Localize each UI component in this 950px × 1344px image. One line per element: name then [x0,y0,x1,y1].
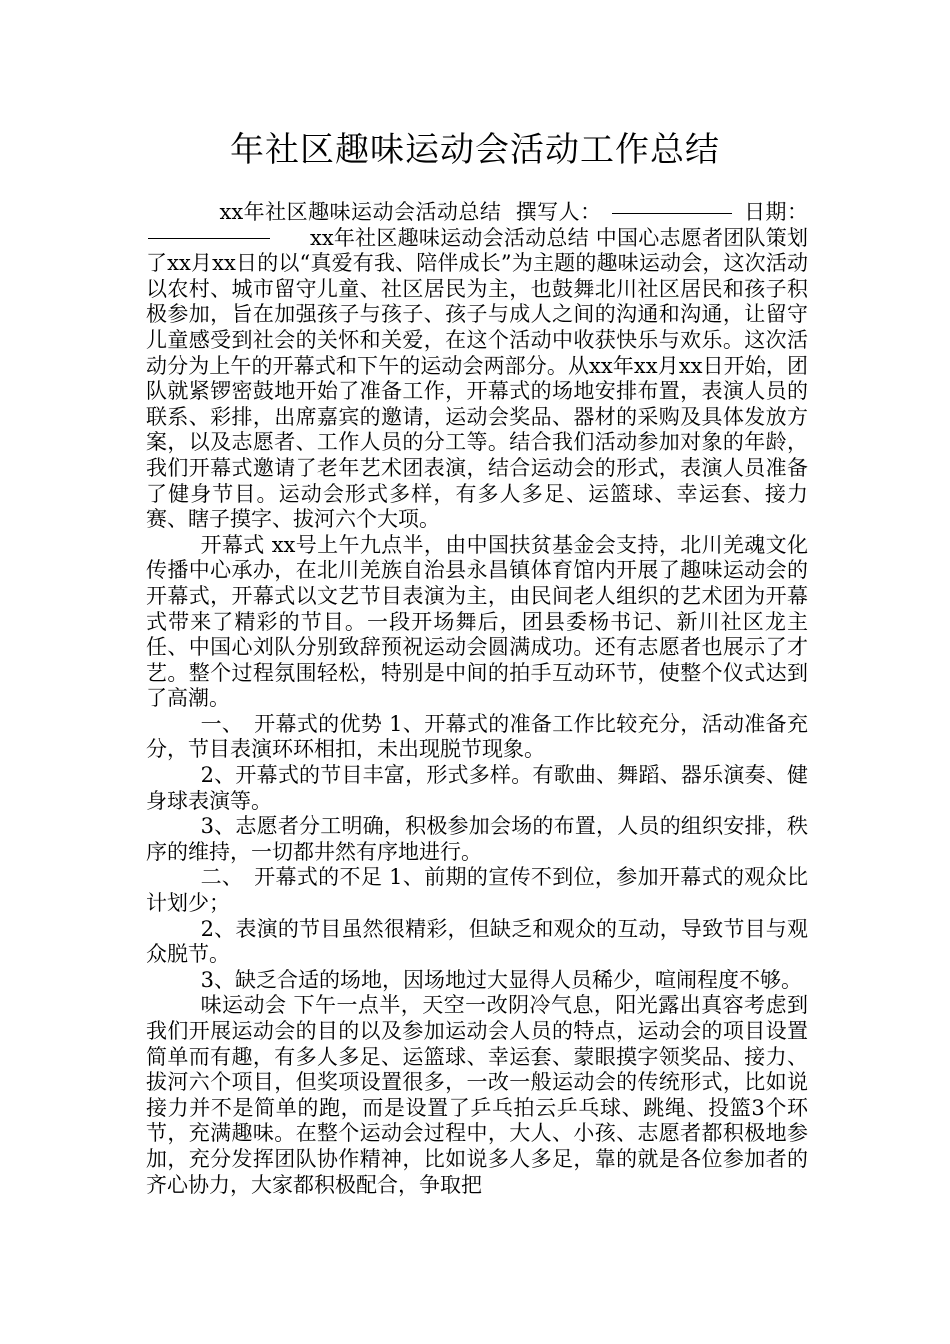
author-blank [612,212,732,214]
paragraph-opening-ceremony: 开幕式 xx号上午九点半，由中国扶贫基金会支持，北川羌魂文化传播中心承办，在北川羌族自治县永昌镇体育馆内开展了趣味运动会的开幕式，开幕式以文艺节目表演为主，由民间老人组织的艺术团为开幕式带来了精彩的节目。一段开场舞后，团县委杨书记、新川社区龙主任、中国心刘队分别致辞预祝运动会圆满成功。还有志愿者也展示了才艺。整个过程氛围轻松，特别是中间的拍手互动环节，使整个仪式达到了高潮。 [146,532,808,711]
summary-label: xx年社区趣味运动会活动总结 [219,200,502,224]
intro-text: xx年社区趣味运动会活动总结 中国心志愿者团队策划了xx月xx日的以“真爱有我、陪伴成长”为主题的趣味运动会，这次活动以农村、城市留守儿童、社区居民为主，也鼓舞北川社区居民和孩子积极参加，旨在加强孩子与孩子、孩子与成人之间的沟通和沟通，让留守儿童感受到社会的关怀和关爱，在这个活动中收获快乐与欢乐。这次活动分为上午的开幕式和下午的运动会两部分。从xx年xx月xx日开始，团队就紧锣密鼓地开始了准备工作，开幕式的场地安排布置，表演人员的联系、彩排，出席嘉宾的邀请，运动会奖品、器材的采购及具体发放方案，以及志愿者、工作人员的分工等。结合我们活动参加对象的年龄，我们开幕式邀请了老年艺术团表演，结合运动会的形式，表演人员准备了健身节目。运动会形式多样，有多人多足、运篮球、幸运套、接力赛、瞎子摸字、拔河六个大项。 [146,225,808,532]
date-blank [148,237,270,239]
author-label: 撰写人： [515,200,602,224]
paragraph-shortcoming-1: 二、 开幕式的不足 1、前期的宣传不到位，参加开幕式的观众比计划少； [146,865,808,916]
paragraph-advantage-3: 3、志愿者分工明确，积极参加会场的布置，人员的组织安排，秩序的维持，一切都井然有序地进行。 [146,814,808,864]
paragraph-sports-meet: 味运动会 下午一点半，天空一改阴冷气息，阳光露出真容考虑到我们开展运动会的目的以及参加运动会人员的特点，运动会的项目设置简单而有趣，有多人多足、运篮球、幸运套、蒙眼摸字领奖品、接力、拔河六个项目，但奖项设置很多，一改一般运动会的传统形式，比如说接力并不是简单的跑，而是设置了乒乓拍云乒乓球、跳绳、投篮3个环节，充满趣味。在整个运动会过程中，大人、小孩、志愿者都积极地参加，充分发挥团队协作精神，比如说多人多足，靠的就是各位参加者的齐心协力，大家都积极配合，争取把 [146,993,808,1197]
document-body [146,200,808,1198]
paragraph-shortcoming-2: 2、表演的节目虽然很精彩，但缺乏和观众的互动，导致节目与观众脱节。 [146,916,808,967]
date-label: 日期： [743,200,809,224]
paragraph-advantage-1: 一、 开幕式的优势 1、开幕式的准备工作比较充分，活动准备充分，节目表演环环相扣，未出现脱节现象。 [146,711,808,762]
document-title: 年社区趣味运动会活动工作总结 [230,130,720,170]
paragraph-advantage-2: 2、开幕式的节目丰富，形式多样。有歌曲、舞蹈、器乐演奏、健身球表演等。 [146,763,808,813]
header-paragraph [146,200,808,533]
paragraph-shortcoming-3: 3、缺乏合适的场地，因场地过大显得人员稀少，喧闹程度不够。 [200,967,802,992]
